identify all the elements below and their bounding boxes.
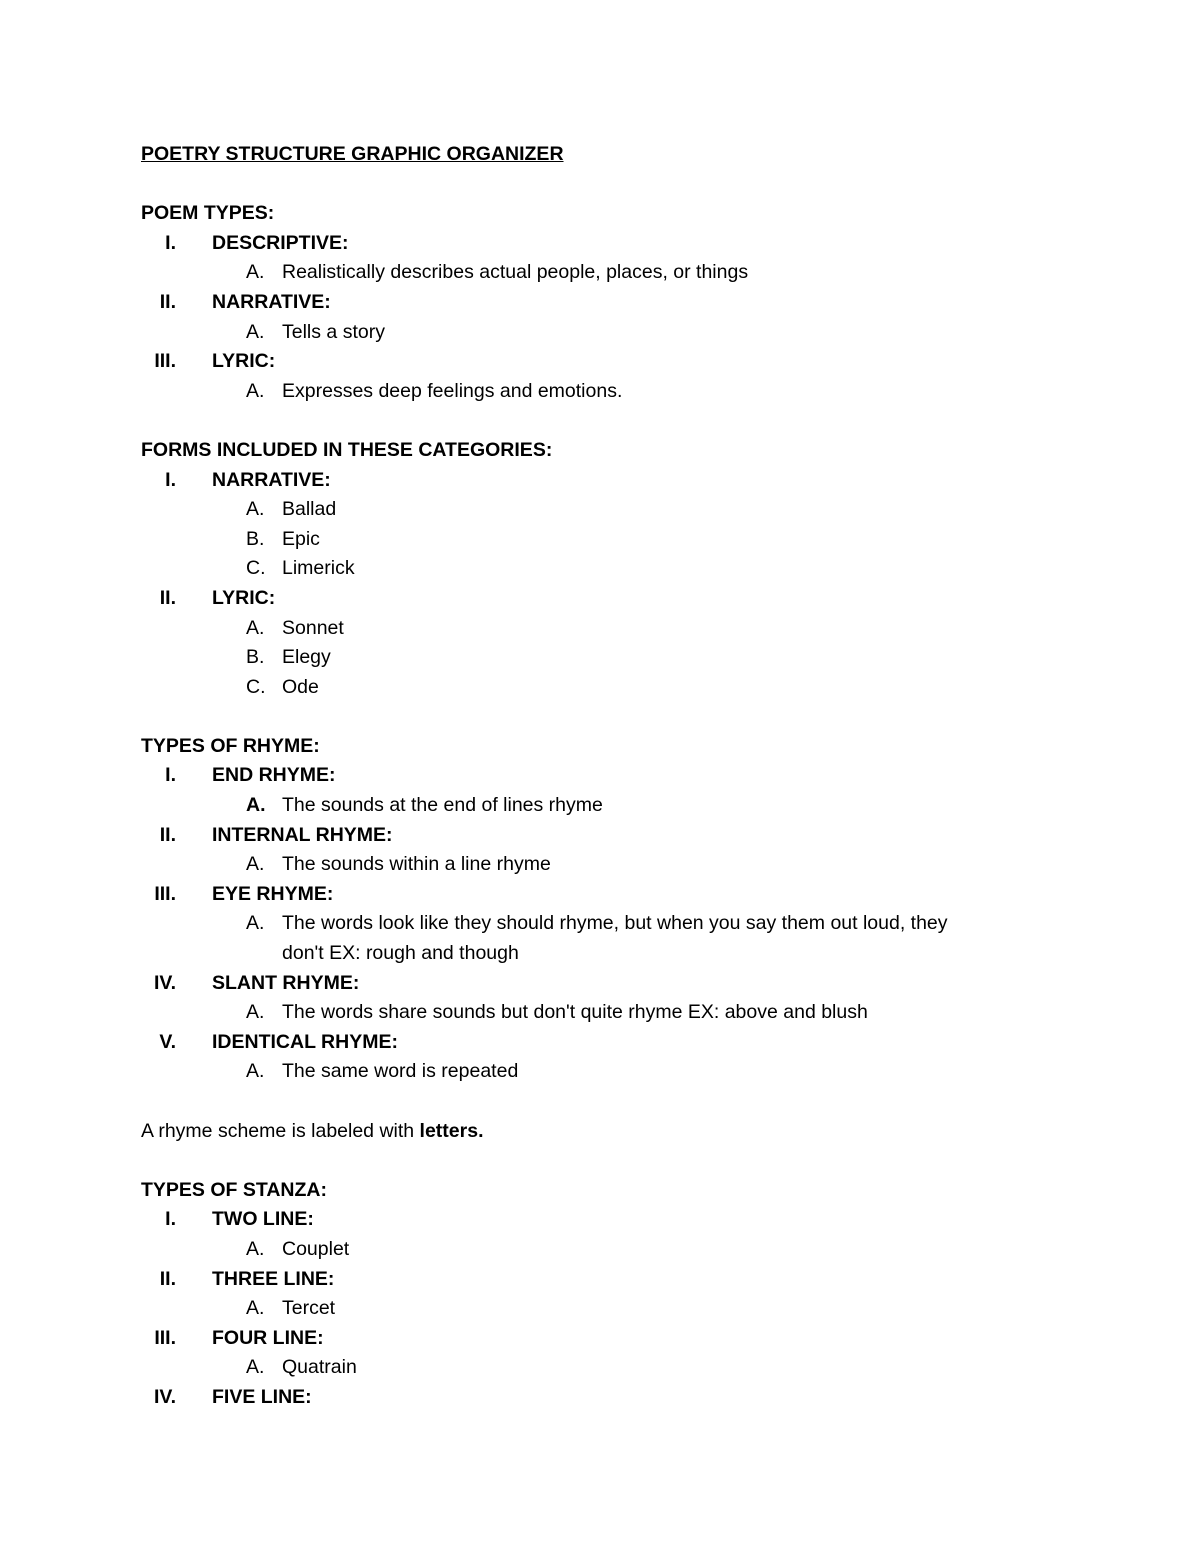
sub-text: The words share sounds but don't quite rhyme EX: above and blush	[282, 1001, 868, 1024]
document-page	[141, 140, 1081, 1413]
outline-subitem	[141, 643, 1081, 673]
roman-numeral: II.	[159, 586, 176, 609]
outline-item-descriptive	[141, 229, 1081, 259]
sub-letter: C.	[246, 675, 266, 698]
sub-letter: A.	[246, 261, 265, 284]
roman-numeral: II.	[159, 1267, 176, 1290]
spacer	[141, 170, 1081, 200]
outline-item-slant-rhyme	[141, 969, 1081, 999]
roman-numeral: I.	[165, 468, 176, 491]
outline-item-three-line	[141, 1265, 1081, 1295]
roman-numeral: III.	[154, 882, 176, 905]
sub-text: Tells a story	[282, 320, 385, 343]
outline-item-label: TWO LINE:	[212, 1208, 314, 1231]
outline-subitem	[141, 791, 1081, 821]
outline-item-narrative	[141, 466, 1081, 496]
sub-letter: B.	[246, 527, 265, 550]
page-title: POETRY STRUCTURE GRAPHIC ORGANIZER	[141, 143, 564, 165]
outline-item-label: FIVE LINE:	[212, 1385, 312, 1408]
outline-item-two-line	[141, 1205, 1081, 1235]
outline-item-lyric	[141, 347, 1081, 377]
outline-subitem-continuation	[141, 939, 1081, 969]
outline-item-narrative	[141, 288, 1081, 318]
roman-numeral: I.	[165, 1208, 176, 1231]
outline-subitem	[141, 1294, 1081, 1324]
section-heading-forms: FORMS INCLUDED IN THESE CATEGORIES:	[141, 438, 553, 461]
outline-item-end-rhyme	[141, 761, 1081, 791]
rhyme-scheme-note	[141, 1117, 1081, 1147]
sub-text: Sonnet	[282, 616, 344, 639]
outline-subitem	[141, 525, 1081, 555]
outline-item-label: NARRATIVE:	[212, 290, 331, 313]
outline-item-label: THREE LINE:	[212, 1267, 335, 1290]
outline-subitem	[141, 1235, 1081, 1265]
sub-text: Quatrain	[282, 1356, 357, 1379]
outline-item-label: INTERNAL RHYME:	[212, 823, 393, 846]
outline-item-label: LYRIC:	[212, 586, 276, 609]
sub-letter: A.	[246, 912, 265, 935]
sub-letter: B.	[246, 646, 265, 669]
sub-text: The sounds within a line rhyme	[282, 853, 551, 876]
roman-numeral: II.	[159, 290, 176, 313]
outline-item-label: SLANT RHYME:	[212, 971, 360, 994]
sub-text: The same word is repeated	[282, 1060, 519, 1083]
outline-item-label: NARRATIVE:	[212, 468, 331, 491]
sub-text: Limerick	[282, 557, 355, 580]
outline-item-label: FOUR LINE:	[212, 1326, 324, 1349]
sub-letter: A.	[246, 853, 265, 876]
sub-letter: A.	[246, 616, 265, 639]
roman-numeral: IV.	[153, 1385, 176, 1408]
sub-text: Couplet	[282, 1237, 350, 1260]
sub-letter: C.	[246, 557, 266, 580]
roman-numeral: III.	[154, 1326, 176, 1349]
outline-item-eye-rhyme	[141, 880, 1081, 910]
sub-letter: A.	[246, 320, 265, 343]
outline-item-label: END RHYME:	[212, 764, 336, 787]
roman-numeral: I.	[165, 764, 176, 787]
outline-item-lyric	[141, 584, 1081, 614]
sub-letter: A.	[246, 794, 266, 817]
sub-letter: A.	[246, 498, 265, 521]
outline-subitem	[141, 850, 1081, 880]
spacer	[141, 1146, 1081, 1176]
sub-text: Elegy	[282, 646, 331, 669]
section-heading-poem-types: POEM TYPES:	[141, 202, 275, 225]
outline-subitem	[141, 673, 1081, 703]
outline-item-label: IDENTICAL RHYME:	[212, 1030, 398, 1053]
outline-item-label: LYRIC:	[212, 350, 276, 373]
sub-letter: A.	[246, 1237, 265, 1260]
sub-text: The sounds at the end of lines rhyme	[282, 794, 603, 817]
outline-subitem	[141, 377, 1081, 407]
outline-item-label: DESCRIPTIVE:	[212, 231, 349, 254]
sub-text: Expresses deep feelings and emotions.	[282, 379, 623, 402]
outline-subitem	[141, 1353, 1081, 1383]
spacer	[141, 1087, 1081, 1117]
spacer	[141, 406, 1081, 436]
outline-item-label: EYE RHYME:	[212, 882, 334, 905]
sub-letter: A.	[246, 1297, 265, 1320]
sub-text: Ballad	[282, 498, 337, 521]
sub-text-continuation: don't EX: rough and though	[282, 942, 519, 965]
outline-subitem	[141, 614, 1081, 644]
outline-subitem	[141, 554, 1081, 584]
sub-letter: A.	[246, 1356, 265, 1379]
sub-text: Tercet	[282, 1297, 336, 1320]
roman-numeral: V.	[159, 1030, 176, 1053]
roman-numeral: I.	[165, 231, 176, 254]
outline-subitem	[141, 258, 1081, 288]
outline-item-four-line	[141, 1324, 1081, 1354]
sub-text: Realistically describes actual people, places, or things	[282, 261, 749, 284]
outline-subitem	[141, 318, 1081, 348]
outline-item-five-line	[141, 1383, 1081, 1413]
sub-text: Epic	[282, 527, 320, 550]
spacer	[141, 702, 1081, 732]
outline-subitem	[141, 998, 1081, 1028]
roman-numeral: III.	[154, 350, 176, 373]
sub-text: Ode	[282, 675, 319, 698]
sub-letter: A.	[246, 379, 265, 402]
outline-item-internal-rhyme	[141, 821, 1081, 851]
note-emphasis: letters.	[419, 1119, 484, 1142]
note-text: A rhyme scheme is labeled with	[141, 1119, 420, 1142]
section-heading-rhyme: TYPES OF RHYME:	[141, 734, 320, 757]
outline-subitem	[141, 1057, 1081, 1087]
roman-numeral: IV.	[153, 971, 176, 994]
outline-subitem	[141, 909, 1081, 939]
sub-letter: A.	[246, 1060, 265, 1083]
section-heading-stanza: TYPES OF STANZA:	[141, 1178, 327, 1201]
roman-numeral: II.	[159, 823, 176, 846]
outline-subitem	[141, 495, 1081, 525]
outline-item-identical-rhyme	[141, 1028, 1081, 1058]
sub-letter: A.	[246, 1001, 265, 1024]
sub-text: The words look like they should rhyme, but when you say them out loud, they	[282, 912, 948, 935]
